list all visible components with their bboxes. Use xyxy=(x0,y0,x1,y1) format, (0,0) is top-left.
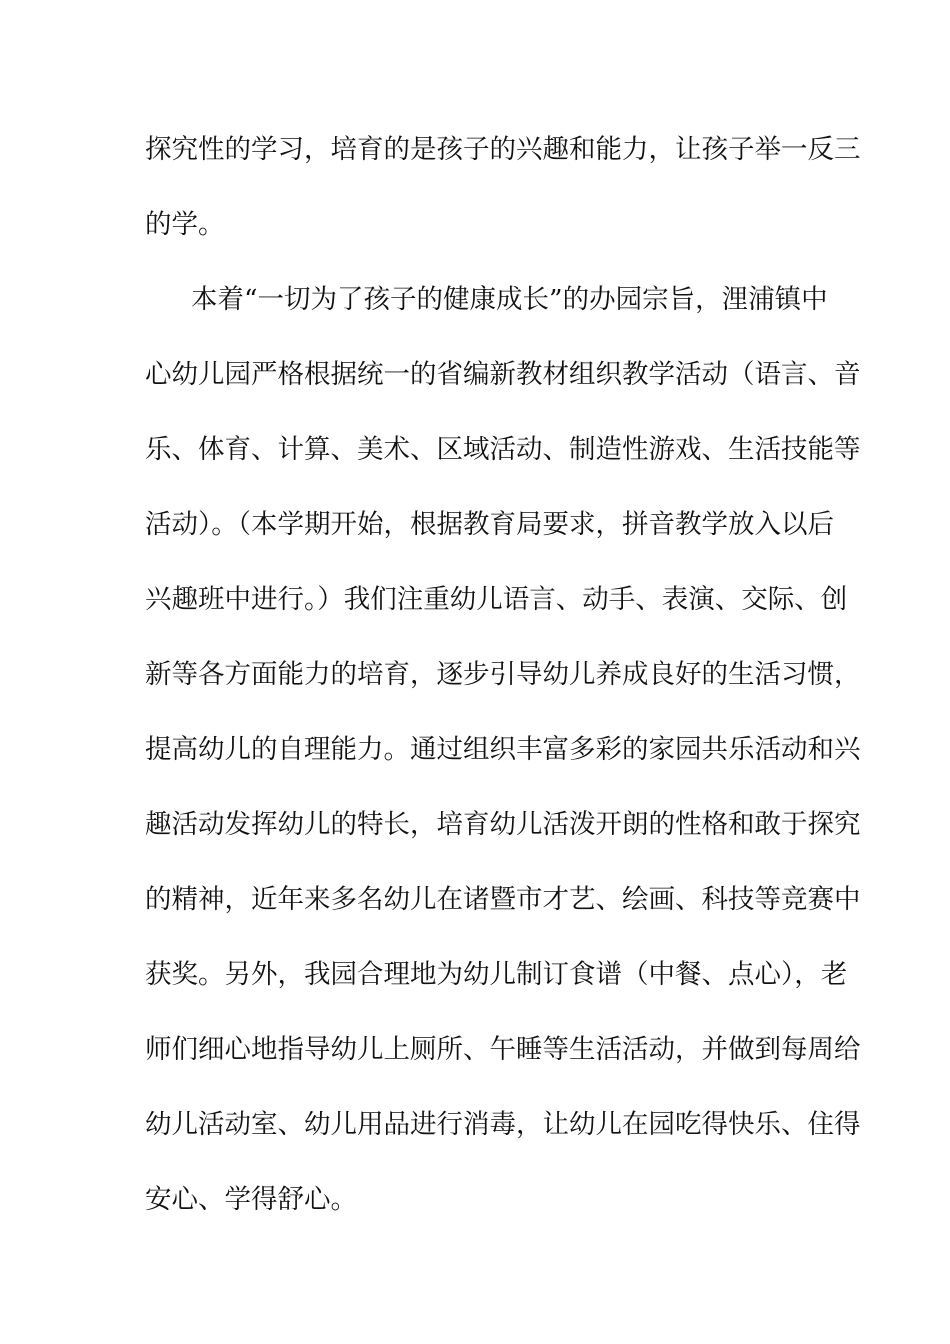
text-line: 乐、体育、计算、美术、区域活动、制造性游戏、生活技能等 xyxy=(145,434,861,465)
text-line: 活动）。（本学期开始，根据教育局要求，拼音教学放入以后 xyxy=(145,509,834,540)
text-line: 的精神，近年来多名幼儿在诸暨市才艺、绘画、科技等竞赛中 xyxy=(145,884,861,915)
text-line: 兴趣班中进行。）我们注重幼儿语言、动手、表演、交际、创 xyxy=(145,584,848,615)
text-line: 探究性的学习，培育的是孩子的兴趣和能力，让孩子举一反三 xyxy=(145,134,861,165)
text-line: 趣活动发挥幼儿的特长，培育幼儿活泼开朗的性格和敢于探究 xyxy=(145,809,861,840)
text-line: 获奖。另外，我园合理地为幼儿制订食谱（中餐、点心），老 xyxy=(145,959,848,990)
text-line: 师们细心地指导幼儿上厕所、午睡等生活活动，并做到每周给 xyxy=(145,1034,861,1065)
text-line: 提高幼儿的自理能力。通过组织丰富多彩的家园共乐活动和兴 xyxy=(145,734,861,765)
paragraph-first-line: 本着“一切为了孩子的健康成长”的办园宗旨，浬浦镇中 xyxy=(191,284,828,315)
text-line: 的学。 xyxy=(145,209,225,240)
text-line: 幼儿活动室、幼儿用品进行消毒，让幼儿在园吃得快乐、住得 xyxy=(145,1109,861,1140)
text-line: 新等各方面能力的培育，逐步引导幼儿养成良好的生活习惯， xyxy=(145,659,861,690)
text-line: 安心、学得舒心。 xyxy=(145,1184,357,1215)
text-line: 心幼儿园严格根据统一的省编新教材组织教学活动（语言、音 xyxy=(145,359,861,390)
